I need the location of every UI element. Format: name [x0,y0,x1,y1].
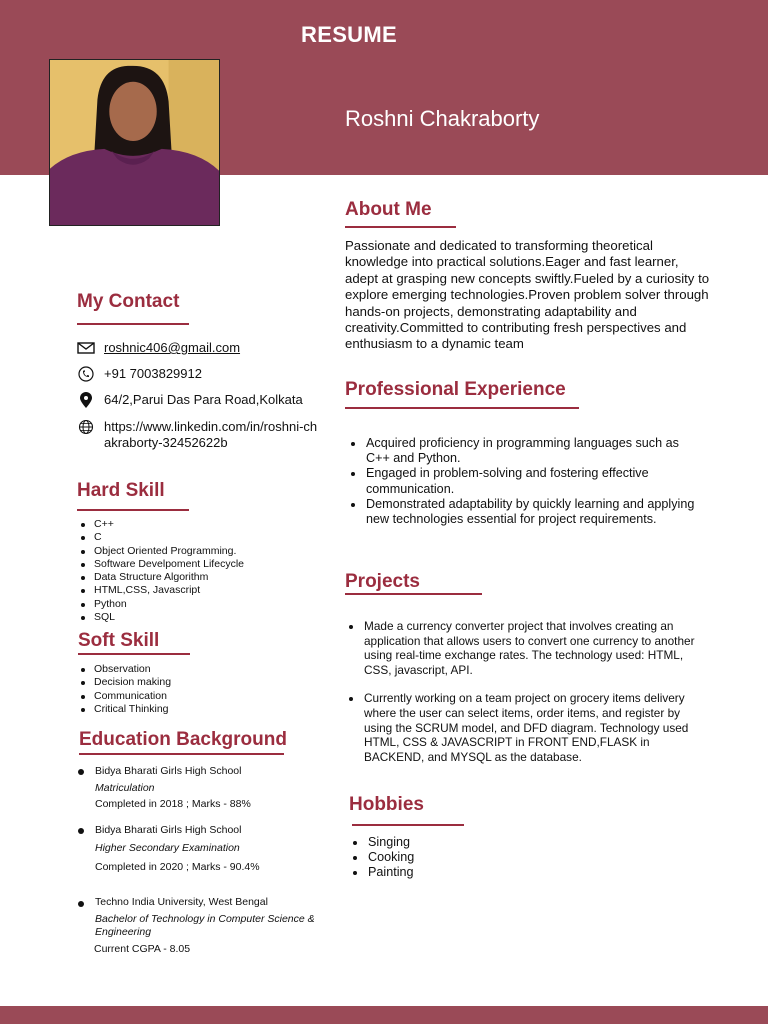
soft-skill-item: Critical Thinking [94,703,171,716]
hobbies-list [368,835,568,881]
resume-title: RESUME [301,22,397,47]
education-heading-rule [79,753,284,755]
education-entry [95,765,340,811]
hard-skill-heading: Hard Skill [77,480,165,501]
hard-skill-item: HTML,CSS, Javascript [94,584,244,597]
hobby-item: Painting [368,865,568,880]
education-result: Completed in 2020 ; Marks - 90.4% [95,861,260,873]
phone-number: +91 7003829912 [104,366,202,381]
contact-heading-rule [77,323,189,325]
education-school: Techno India University, West Bengal [95,896,268,908]
profile-photo-illustration [50,60,219,225]
education-result: Current CGPA - 8.05 [94,943,191,955]
mail-icon [77,340,95,356]
education-entry [95,824,340,874]
projects-heading-rule [345,593,482,595]
education-bullet [78,769,84,775]
hard-skill-item: C++ [94,518,244,531]
about-text: Passionate and dedicated to transforming theoretical knowledge into practical solutions.Eager and fast learner, adept at grasping new concepts swiftly.Fueled by a curiosity to explore emerging technologies.Proven problem solver through hands-on projects, demonstrating adaptability and creativity.Committed to contributing fresh perspectives and enthusiasm to a dynamic team [345,238,710,352]
email-link[interactable]: roshnic406@gmail.com [104,340,241,355]
contact-email-row [77,340,240,356]
education-heading: Education Background [79,729,287,750]
phone-icon [77,366,95,382]
contact-heading: My Contact [77,291,180,312]
hobby-item: Cooking [368,850,568,865]
experience-heading: Professional Experience [345,379,566,400]
contact-linkedin-row [77,419,319,451]
education-result: Completed in 2018 ; Marks - 88% [95,798,251,810]
soft-skill-item: Communication [94,690,171,703]
education-school: Bidya Bharati Girls High School [95,765,242,777]
education-degree: Higher Secondary Examination [95,842,240,854]
soft-skill-heading-rule [78,653,190,655]
hard-skill-item: SQL [94,611,244,624]
contact-phone-row [77,366,202,382]
hobbies-heading: Hobbies [349,794,424,815]
contact-address-row [77,392,303,408]
hard-skill-item: Software Develpoment Lifecycle [94,557,244,570]
hobbies-heading-rule [352,824,464,826]
experience-item: Acquired proficiency in programming languages such as C++ and Python. [366,436,696,466]
soft-skill-heading: Soft Skill [78,630,160,651]
person-name: Roshni Chakraborty [345,106,540,131]
location-pin-icon [77,392,95,408]
hard-skill-item: Python [94,598,244,611]
projects-heading: Projects [345,571,420,592]
hobby-item: Singing [368,835,568,850]
education-bullet [78,828,84,834]
education-degree: Bachelor of Technology in Computer Science & Engineering [95,913,315,938]
experience-item: Engaged in problem-solving and fostering effective communication. [366,466,696,496]
hard-skill-item: Object Oriented Programming. [94,545,244,558]
profile-photo [49,59,220,226]
education-bullet [78,901,84,907]
linkedin-link[interactable]: https://www.linkedin.com/in/roshni-chakraborty-32452622b [104,419,318,450]
experience-item: Demonstrated adaptability by quickly learning and applying new technologies essential for project requirements. [366,496,695,527]
soft-skill-item: Observation [94,663,171,676]
project-item: Currently working on a team project on grocery items delivery where the user can select items, order items, and register by using the SCRUM model, and DFD diagram. Technology used HTML, CSS & JAVASCRIPT in FRONT END,FLASK in BACKEND, and MYSQL as the database. [364,691,700,764]
experience-list [366,436,696,527]
experience-heading-rule [345,407,579,409]
soft-skill-list [94,663,171,716]
projects-list [364,619,700,764]
project-item: Made a currency converter project that involves creating an application that allows users to convert one currency to another using real-time exchange rates. The technology used: HTML, CSS, javascript, API. [364,619,700,677]
hard-skill-heading-rule [77,509,189,511]
hard-skill-list [94,518,244,624]
education-degree: Matriculation [95,782,155,794]
about-heading-rule [345,226,456,228]
about-heading: About Me [345,199,432,220]
address: 64/2,Parui Das Para Road,Kolkata [104,392,303,407]
education-school: Bidya Bharati Girls High School [95,824,242,836]
footer-band [0,1006,768,1024]
hard-skill-item: C [94,531,244,544]
education-entry [95,896,340,956]
soft-skill-item: Decision making [94,676,172,689]
globe-icon [77,419,95,435]
hard-skill-item: Data Structure Algorithm [94,571,244,584]
